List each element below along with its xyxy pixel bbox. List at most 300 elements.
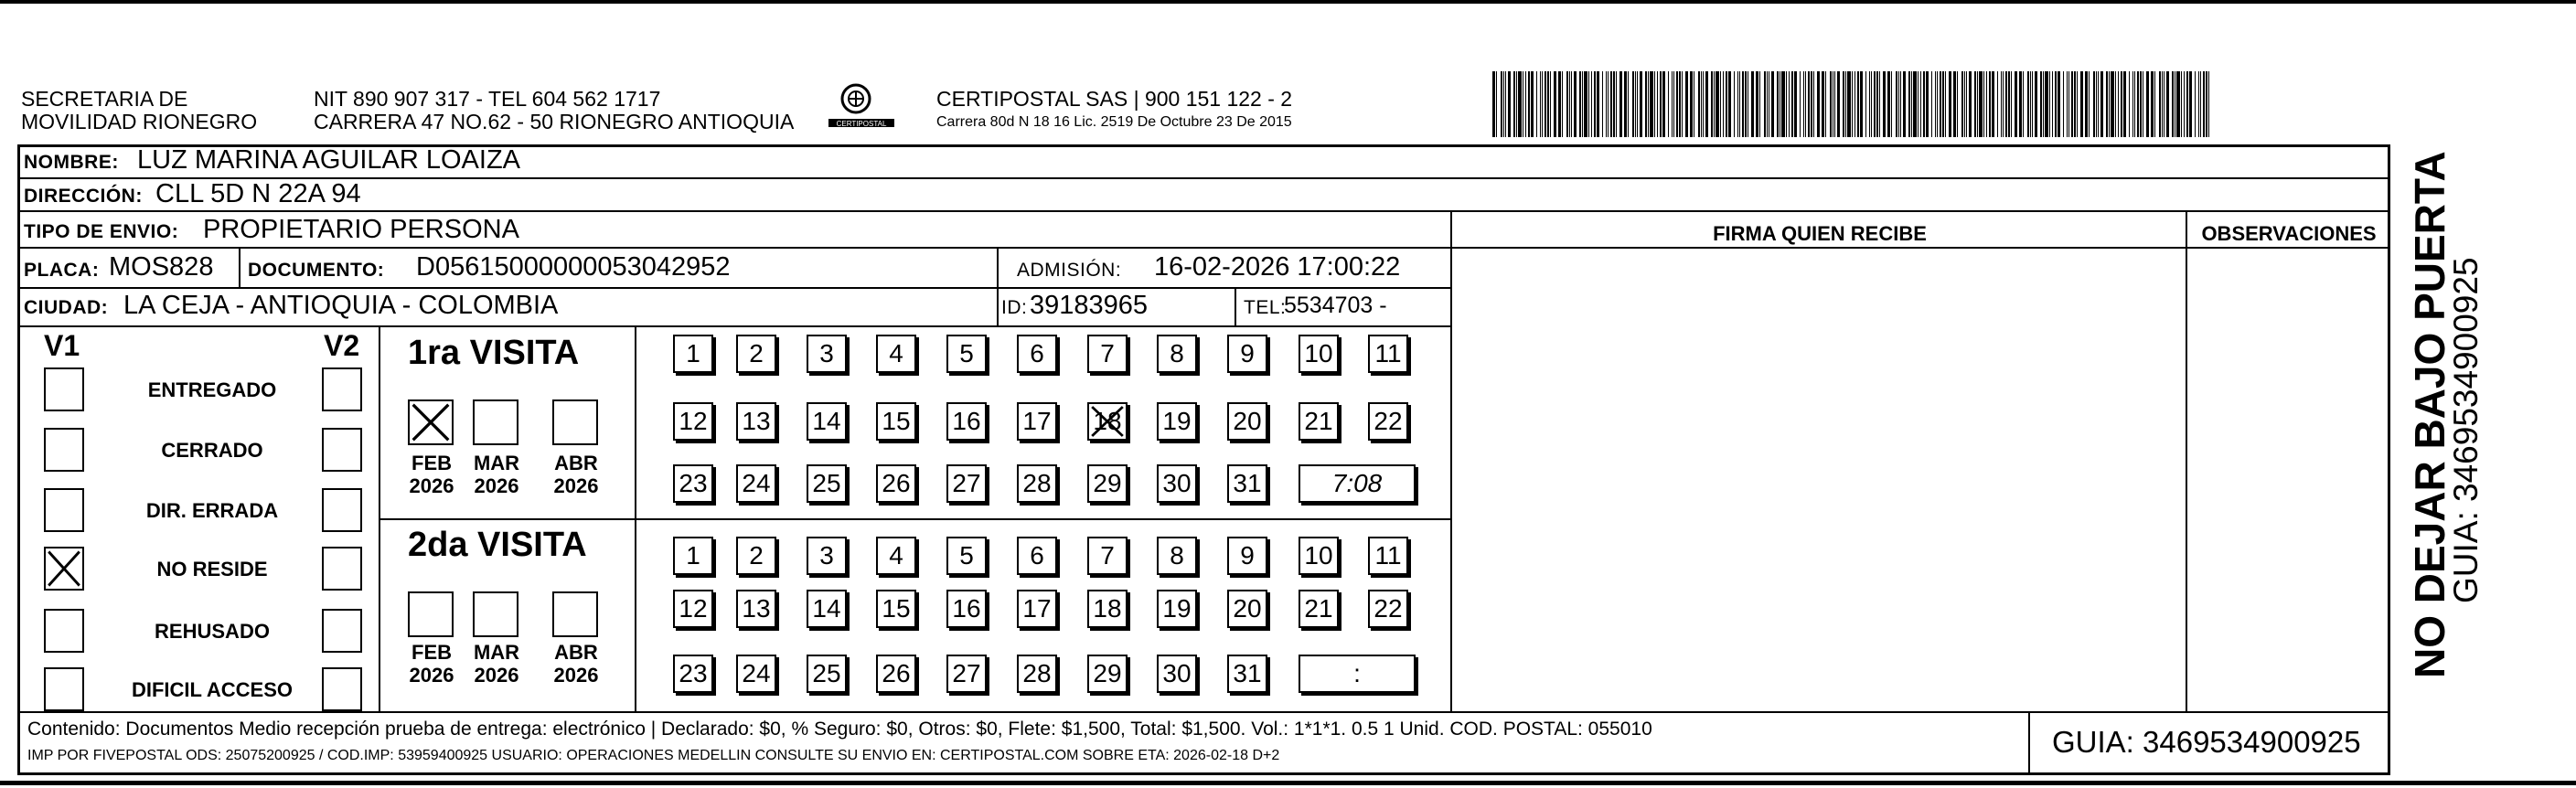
tel-value: 5534703 -	[1284, 293, 1387, 318]
documento-value: D05615000000053042952	[416, 252, 731, 282]
day-box[interactable]: 12	[673, 590, 713, 628]
ciudad-label: CIUDAD:	[24, 297, 109, 318]
barcode-bar	[1591, 71, 1592, 137]
barcode-bar	[1579, 71, 1581, 137]
barcode-bar	[1516, 71, 1517, 137]
day-box[interactable]: 26	[876, 655, 916, 693]
month-checkbox[interactable]	[473, 591, 518, 637]
day-box[interactable]: 7	[1087, 537, 1128, 575]
barcode-bar	[1745, 71, 1747, 137]
day-box[interactable]: 10	[1299, 335, 1339, 373]
barcode-bar	[2011, 71, 2012, 137]
day-box[interactable]: 25	[807, 464, 847, 503]
day-box[interactable]: 6	[1017, 335, 1057, 373]
day-box[interactable]: 13	[736, 402, 776, 441]
barcode-bar	[1505, 71, 1506, 137]
barcode-bar	[1613, 71, 1615, 137]
barcode-bar	[2052, 71, 2053, 137]
barcode-bar	[1726, 71, 1727, 137]
day-box[interactable]: 1	[673, 537, 713, 575]
certipostal-logo	[825, 80, 898, 137]
barcode-bar	[1825, 71, 1826, 137]
v2-checkbox[interactable]	[322, 547, 362, 591]
barcode-bar	[1811, 71, 1812, 137]
barcode-bar	[1668, 71, 1669, 137]
barcode-bar	[1805, 71, 1806, 137]
barcode-bar	[1536, 71, 1537, 137]
day-box[interactable]: 17	[1017, 402, 1057, 441]
v1-checkbox[interactable]	[44, 609, 84, 653]
barcode-bar	[2040, 71, 2042, 137]
day-box[interactable]: 23	[673, 464, 713, 503]
day-box[interactable]: 22	[1368, 402, 1408, 441]
barcode-bar	[1837, 71, 1840, 137]
day-box[interactable]: 11	[1368, 335, 1408, 373]
month-label: ABR 2026	[553, 452, 599, 497]
v1-checkbox[interactable]	[44, 547, 84, 591]
barcode-bar	[1830, 71, 1832, 137]
barcode-bar	[1852, 71, 1853, 137]
barcode-bar	[1547, 71, 1549, 137]
barcode-bar	[2206, 71, 2207, 137]
visit2-title: 2da VISITA	[408, 526, 587, 564]
day-box[interactable]: 28	[1017, 655, 1057, 693]
time-box[interactable]: 7:08	[1299, 464, 1416, 503]
barcode-bar	[1673, 71, 1674, 137]
barcode-bar	[1554, 71, 1556, 137]
day-box[interactable]: 6	[1017, 537, 1057, 575]
barcode-bar	[1942, 71, 1944, 137]
row-divider	[17, 287, 1452, 289]
day-box[interactable]: 7	[1087, 335, 1128, 373]
day-box[interactable]: 23	[673, 655, 713, 693]
v2-header: V2	[324, 329, 360, 362]
barcode-bar	[2055, 71, 2057, 137]
barcode-bar	[2085, 71, 2088, 137]
day-box[interactable]: 16	[946, 590, 987, 628]
day-box[interactable]: 5	[946, 335, 987, 373]
barcode-bar	[2003, 71, 2004, 137]
day-box[interactable]: 16	[946, 402, 987, 441]
month-label: FEB 2026	[409, 641, 454, 687]
barcode-bar	[1908, 71, 1910, 137]
barcode-bar	[2068, 71, 2069, 137]
barcode-bar	[1574, 71, 1577, 137]
observaciones-header: OBSERVACIONES	[2201, 222, 2377, 245]
barcode-bar	[1645, 71, 1647, 137]
barcode-bar	[1964, 71, 1965, 137]
day-box[interactable]: 31	[1227, 464, 1267, 503]
barcode-bar	[1834, 71, 1835, 137]
barcode-bar	[1608, 71, 1609, 137]
day-box[interactable]: 29	[1087, 655, 1128, 693]
barcode-bar	[1945, 71, 1946, 137]
barcode-bar	[1571, 71, 1572, 137]
day-box[interactable]: 17	[1017, 590, 1057, 628]
v2-checkbox[interactable]	[322, 488, 362, 532]
barcode-bar	[1711, 71, 1713, 137]
barcode-bar	[1957, 71, 1958, 137]
barcode-bar	[1685, 71, 1688, 137]
barcode-bar	[1542, 71, 1543, 137]
month-label: MAR 2026	[473, 452, 520, 497]
barcode-bar	[2063, 71, 2064, 137]
barcode-bar	[2058, 71, 2060, 137]
barcode-bar	[1518, 71, 1522, 137]
day-box[interactable]: 24	[736, 655, 776, 693]
barcode-bar	[1632, 71, 1634, 137]
visit1-title: 1ra VISITA	[408, 334, 580, 372]
barcode-bar	[2077, 71, 2078, 137]
day-box[interactable]: 2	[736, 537, 776, 575]
barcode-bar	[1860, 71, 1863, 137]
day-box[interactable]: 15	[876, 402, 916, 441]
barcode-bar	[1619, 71, 1622, 137]
v1-header: V1	[44, 329, 80, 362]
barcode-bar	[1808, 71, 1810, 137]
barcode-bar	[1513, 71, 1515, 137]
col-divider	[997, 247, 999, 327]
day-box[interactable]: 28	[1017, 464, 1057, 503]
barcode-bar	[2098, 71, 2099, 137]
day-box[interactable]: 4	[876, 335, 916, 373]
v2-checkbox[interactable]	[322, 367, 362, 411]
barcode-bar	[1550, 71, 1551, 137]
barcode-bar	[1558, 71, 1561, 137]
barcode-bar	[2203, 71, 2205, 137]
documento-label: DOCUMENTO:	[248, 260, 385, 281]
barcode-bar	[1701, 71, 1702, 137]
day-box[interactable]: 31	[1227, 655, 1267, 693]
barcode-bar	[1679, 71, 1681, 137]
barcode-bar	[2045, 71, 2048, 137]
barcode-bar	[2162, 71, 2163, 137]
barcode-bar	[1640, 71, 1642, 137]
barcode-bar	[1566, 71, 1568, 137]
day-box[interactable]: 12	[673, 402, 713, 441]
bottom-rule	[0, 781, 2576, 785]
barcode-bar	[1562, 71, 1563, 137]
barcode-bar	[1794, 71, 1797, 137]
status-label: DIR. ERRADA	[145, 499, 279, 522]
day-box[interactable]: 22	[1368, 590, 1408, 628]
row-divider	[17, 711, 2390, 713]
sender-address: CARRERA 47 NO.62 - 50 RIONEGRO ANTIOQUIA	[314, 110, 795, 133]
month-label: ABR 2026	[553, 641, 599, 687]
day-box[interactable]: 2	[736, 335, 776, 373]
day-box[interactable]: 14	[807, 402, 847, 441]
v1-checkbox[interactable]	[44, 367, 84, 411]
barcode-bar	[2189, 71, 2192, 137]
visit-divider	[379, 518, 1452, 520]
barcode-bar	[1997, 71, 1998, 137]
v1-checkbox[interactable]	[44, 428, 84, 472]
barcode-bar	[1923, 71, 1925, 137]
side-guia: GUIA: 3469534900925	[2447, 257, 2485, 603]
status-label: NO RESIDE	[156, 558, 268, 580]
barcode-bar	[2134, 71, 2135, 137]
day-box[interactable]: 21	[1299, 590, 1339, 628]
barcode-bar	[1883, 71, 1886, 137]
row-divider	[17, 247, 1452, 249]
barcode-bar	[1737, 71, 1738, 137]
barcode-bar	[2080, 71, 2083, 137]
month-checkbox[interactable]	[552, 591, 598, 637]
barcode-bar	[1977, 71, 1978, 137]
nombre-label: NOMBRE:	[24, 152, 119, 173]
barcode-bar	[1610, 71, 1612, 137]
barcode-bar	[1896, 71, 1897, 137]
barcode-bar	[1705, 71, 1708, 137]
barcode-bar	[2121, 71, 2122, 137]
month-checkbox[interactable]	[408, 399, 454, 445]
barcode-bar	[1876, 71, 1878, 137]
barcode-bar	[1989, 71, 1991, 137]
day-box[interactable]: 20	[1227, 590, 1267, 628]
barcode-bar	[1781, 71, 1785, 137]
barcode-bar	[1728, 71, 1731, 137]
barcode-bar	[1949, 71, 1951, 137]
barcode-bar	[1531, 71, 1534, 137]
barcode-bar	[2096, 71, 2097, 137]
day-box[interactable]: 13	[736, 590, 776, 628]
barcode-bar	[1654, 71, 1655, 137]
barcode-bar	[1582, 71, 1583, 137]
status-label: DIFICIL ACCESO	[131, 678, 293, 701]
col-divider	[2186, 210, 2187, 711]
barcode-bar	[1528, 71, 1530, 137]
barcode-bar	[1865, 71, 1866, 137]
barcode-bar	[1584, 71, 1587, 137]
barcode-bar	[1817, 71, 1820, 137]
sender-nit: NIT 890 907 317 - TEL 604 562 1717	[314, 87, 661, 111]
barcode-bar	[1979, 71, 1983, 137]
barcode-bar	[1742, 71, 1744, 137]
barcode-bar	[1789, 71, 1790, 137]
barcode-bar	[1628, 71, 1629, 137]
svg-text:CERTIPOSTAL: CERTIPOSTAL	[836, 120, 887, 128]
v1-checkbox[interactable]	[44, 488, 84, 532]
day-box[interactable]: 3	[807, 335, 847, 373]
barcode-bar	[1660, 71, 1662, 137]
direccion-label: DIRECCIÓN:	[24, 186, 143, 207]
barcode-bar	[1974, 71, 1976, 137]
status-label: REHUSADO	[155, 620, 270, 643]
barcode-bar	[1986, 71, 1987, 137]
day-box[interactable]: 18	[1087, 402, 1128, 441]
barcode-bar	[1662, 71, 1665, 137]
barcode-bar	[1657, 71, 1658, 137]
barcode-bar	[2172, 71, 2174, 137]
id-label: ID:	[1001, 297, 1028, 318]
barcode-bar	[1961, 71, 1963, 137]
barcode-bar	[2100, 71, 2103, 137]
check-x-mark	[46, 548, 82, 589]
day-box[interactable]: 30	[1157, 655, 1197, 693]
day-box[interactable]: 1	[673, 335, 713, 373]
barcode-bar	[2195, 71, 2196, 137]
barcode-bar	[1648, 71, 1649, 137]
col-divider	[2028, 711, 2030, 775]
barcode-bar	[1703, 71, 1704, 137]
day-box[interactable]: 3	[807, 537, 847, 575]
admision-value: 16-02-2026 17:00:22	[1154, 252, 1401, 282]
status-label: ENTREGADO	[147, 378, 277, 401]
barcode-bar	[2043, 71, 2044, 137]
barcode-bar	[1606, 71, 1607, 137]
barcode-bar	[2074, 71, 2076, 137]
day-box[interactable]: 20	[1227, 402, 1267, 441]
barcode-bar	[2093, 71, 2095, 137]
barcode-bar	[2181, 71, 2182, 137]
day-box[interactable]: 9	[1227, 537, 1267, 575]
barcode-bar	[2115, 71, 2116, 137]
barcode-bar	[1871, 71, 1872, 137]
v2-checkbox[interactable]	[322, 428, 362, 472]
day-box[interactable]: 25	[807, 655, 847, 693]
day-box[interactable]: 9	[1227, 335, 1267, 373]
tel-label: TEL:	[1244, 297, 1287, 318]
barcode-bar	[1698, 71, 1700, 137]
barcode-bar	[1682, 71, 1683, 137]
barcode-bar	[1756, 71, 1758, 137]
barcode-bar	[2118, 71, 2119, 137]
barcode-bar	[1602, 71, 1603, 137]
day-box[interactable]: 27	[946, 464, 987, 503]
day-box[interactable]: 11	[1368, 537, 1408, 575]
barcode-bar	[1879, 71, 1880, 137]
row-divider	[1452, 247, 2389, 249]
barcode-bar	[1771, 71, 1774, 137]
v1-checkbox[interactable]	[44, 667, 84, 711]
barcode-bar	[1588, 71, 1589, 137]
barcode-bar	[2019, 71, 2022, 137]
barcode-bar	[2132, 71, 2133, 137]
barcode-bar	[2008, 71, 2010, 137]
barcode-bar	[1983, 71, 1984, 137]
barcode-bar	[1739, 71, 1740, 137]
barcode-bar	[1672, 71, 1673, 137]
carrier-license: Carrera 80d N 18 16 Lic. 2519 De Octubre 23 De 2015	[936, 114, 1292, 130]
footer-contenido: Contenido: Documentos Medio recepción prueba de entrega: electrónico | Declarado: $0, % Seguro: $0, Otros: $0, Flete: $1,500, Total: $1,500. Vol.: 1*1*1. 0.5 1 Unid. COD. POSTAL: 055010	[27, 719, 1652, 740]
day-box[interactable]: 18	[1087, 590, 1128, 628]
barcode-graphic	[1492, 71, 2215, 137]
barcode-bar	[1637, 71, 1638, 137]
day-box[interactable]: 21	[1299, 402, 1339, 441]
barcode-bar	[1791, 71, 1793, 137]
day-box[interactable]: 4	[876, 537, 916, 575]
barcode-bar	[1720, 71, 1721, 137]
footer-imp: IMP POR FIVEPOSTAL ODS: 25075200925 / COD.IMP: 53959400925 USUARIO: OPERACIONES MEDELLIN CONSULTE SU ENVIO EN: CERTIPOSTAL.COM SOBRE ETA: 2026-02-18 D+2	[27, 748, 1280, 763]
barcode-bar	[1616, 71, 1617, 137]
barcode-bar	[2049, 71, 2050, 137]
month-checkbox[interactable]	[552, 399, 598, 445]
barcode-bar	[1777, 71, 1779, 137]
barcode-bar	[1847, 71, 1851, 137]
barcode-bar	[2027, 71, 2029, 137]
barcode-bar	[1920, 71, 1921, 137]
placa-label: PLACA:	[24, 260, 100, 281]
barcode-bar	[1786, 71, 1787, 137]
barcode-bar	[1887, 71, 1890, 137]
firma-header: FIRMA QUIEN RECIBE	[1713, 222, 1927, 245]
v2-checkbox[interactable]	[322, 609, 362, 653]
barcode-bar	[1759, 71, 1760, 137]
barcode-bar	[1891, 71, 1892, 137]
barcode-bar	[1918, 71, 1919, 137]
day-box[interactable]: 19	[1157, 402, 1197, 441]
day-box[interactable]: 19	[1157, 590, 1197, 628]
top-rule	[0, 0, 2576, 4]
barcode-bar	[1953, 71, 1956, 137]
month-checkbox[interactable]	[473, 399, 518, 445]
barcode-bar	[1931, 71, 1932, 137]
barcode-bar	[1913, 71, 1917, 137]
sender-name-line2: MOVILIDAD RIONEGRO	[21, 110, 258, 133]
barcode-bar	[1624, 71, 1627, 137]
tipo-envio-label: TIPO DE ENVIO:	[24, 221, 179, 242]
barcode-bar	[1714, 71, 1715, 137]
day-box[interactable]: 29	[1087, 464, 1128, 503]
barcode-bar	[1911, 71, 1912, 137]
barcode-bar	[1764, 71, 1766, 137]
barcode-bar	[1937, 71, 1938, 137]
day-box[interactable]: 8	[1157, 537, 1197, 575]
day-box[interactable]: 10	[1299, 537, 1339, 575]
day-box[interactable]: 24	[736, 464, 776, 503]
barcode-bar	[2166, 71, 2169, 137]
barcode-bar	[2106, 71, 2108, 137]
month-checkbox[interactable]	[408, 591, 454, 637]
day-box[interactable]: 27	[946, 655, 987, 693]
id-value: 39183965	[1030, 291, 1149, 320]
barcode-bar	[2146, 71, 2149, 137]
barcode-bar	[1503, 71, 1504, 137]
barcode-bar	[1569, 71, 1570, 137]
day-box[interactable]: 30	[1157, 464, 1197, 503]
month-label: FEB 2026	[409, 452, 454, 497]
col-divider	[1235, 287, 1236, 325]
barcode-bar	[2200, 71, 2201, 137]
barcode-bar	[2159, 71, 2161, 137]
barcode-bar	[1843, 71, 1844, 137]
barcode-bar	[2184, 71, 2185, 137]
barcode-bar	[1492, 71, 1495, 137]
direccion-value: CLL 5D N 22A 94	[155, 179, 361, 208]
barcode-bar	[1857, 71, 1859, 137]
placa-value: MOS828	[109, 252, 214, 282]
barcode-bar	[1800, 71, 1801, 137]
barcode-bar	[1845, 71, 1846, 137]
carrier-company: CERTIPOSTAL SAS | 900 151 122 - 2	[936, 87, 1293, 111]
barcode-bar	[1594, 71, 1596, 137]
day-box[interactable]: 14	[807, 590, 847, 628]
day-box[interactable]: 8	[1157, 335, 1197, 373]
barcode-bar	[1723, 71, 1724, 137]
sender-name-line1: SECRETARIA DE	[21, 87, 188, 111]
v2-checkbox[interactable]	[322, 667, 362, 711]
time-box[interactable]: :	[1299, 655, 1416, 693]
check-x-mark	[1089, 404, 1126, 439]
barcode-bar	[1940, 71, 1941, 137]
barcode-bar	[2151, 71, 2154, 137]
day-box[interactable]: 15	[876, 590, 916, 628]
day-box[interactable]: 26	[876, 464, 916, 503]
barcode-bar	[1813, 71, 1814, 137]
barcode-bar	[1935, 71, 1936, 137]
day-box[interactable]: 5	[946, 537, 987, 575]
barcode-bar	[2035, 71, 2037, 137]
